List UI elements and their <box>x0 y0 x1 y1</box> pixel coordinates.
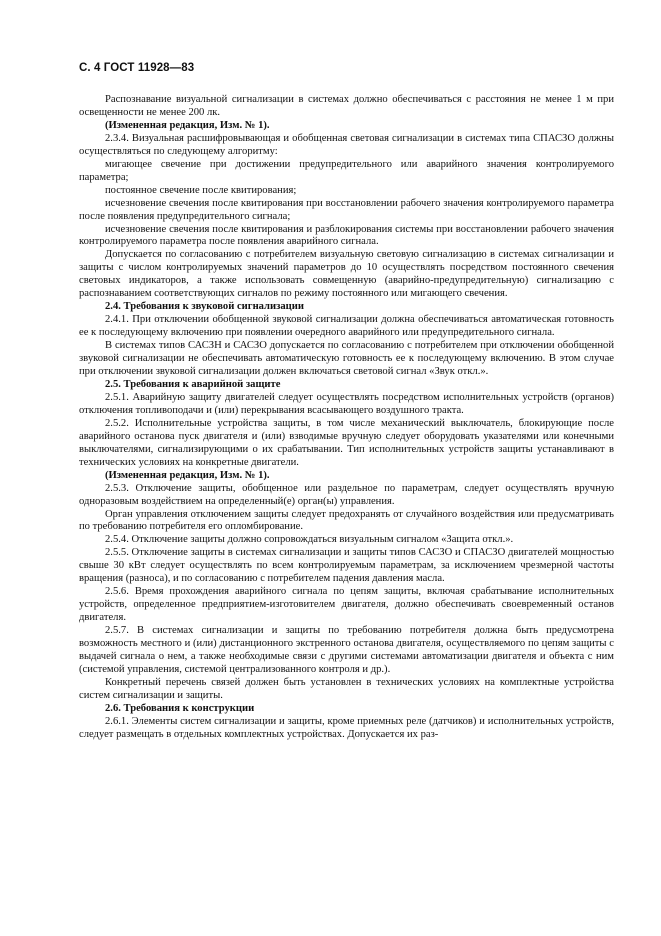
paragraph: исчезновение свечения после квитирования при восстановлении рабочего значения контролируемого параметра после появления предупредительного сигнала; <box>79 197 614 222</box>
document-body <box>79 94 614 742</box>
section-heading: 2.4. Требования к звуковой сигнализации <box>105 301 304 313</box>
paragraph: исчезновение свечения после квитирования и разблокирования системы при восстановлении рабочего значения контролируемого параметра после появления аварийного сигнала. <box>79 223 614 248</box>
section-heading: 2.6. Требования к конструкции <box>105 702 255 714</box>
paragraph: В системах типов САСЗН и САСЗО допускается по согласованию с потребителем при отключении обобщенной звуковой сигнализации не обеспечивать автоматическую готовность ее к последующему включению. В этом случае при отключении звуковой сигнализации должен включаться световой сигнал «Звук откл.». <box>79 340 614 378</box>
section-heading: 2.5. Требования к аварийной защите <box>105 378 281 390</box>
paragraph: 2.5.3. Отключение защиты, обобщенное или раздельное по параметрам, следует осуществлять вручную одноразовым воздействием на определенный(е) орган(ы) управления. <box>79 482 614 507</box>
paragraph: 2.5.5. Отключение защиты в системах сигнализации и защиты типов САСЗО и СПАСЗО двигателей мощностью свыше 30 кВт следует осуществлять по всем контролируемым параметрам, за исключением чрезмерной частоты вращения (разноса), и по согласованию с потребителем падения давления масла. <box>79 547 614 585</box>
paragraph: 2.3.4. Визуальная расшифровывающая и обобщенная световая сигнализации в системах типа СПАСЗО должны осуществляться по следующему алгоритму: <box>79 132 614 157</box>
paragraph: 2.6.1. Элементы систем сигнализации и защиты, кроме приемных реле (датчиков) и исполнительных устройств, следует размещать в отдельных комплектных устройствах. Допускается их раз- <box>79 715 614 740</box>
paragraph: мигающее свечение при достижении предупредительного или аварийного значения контролируемого параметра; <box>79 158 614 183</box>
paragraph: постоянное свечение после квитирования; <box>105 184 297 196</box>
section-heading: (Измененная редакция, Изм. № 1). <box>105 469 270 481</box>
paragraph: 2.5.4. Отключение защиты должно сопровождаться визуальным сигналом «Защита откл.». <box>105 534 514 546</box>
page-header: С. 4 ГОСТ 11928—83 <box>79 62 195 74</box>
paragraph: Конкретный перечень связей должен быть установлен в технических условиях на комплектные устройства систем сигнализации и защиты. <box>79 676 614 701</box>
paragraph: 2.5.1. Аварийную защиту двигателей следует осуществлять посредством исполнительных устройств (органов) отключения топливоподачи и (или) перекрывания всасывающего воздушного тракта. <box>79 391 614 416</box>
paragraph: Допускается по согласованию с потребителем визуальную световую сигнализацию в системах сигнализации и защиты с числом контролируемых значений параметров до 10 осуществлять посредством постоянного свечения световых индикаторов, а также использовать совмещенную (аварийно-предупредительную) сигнализацию с распознаванием соответствующих сигналов по режиму постоянного или мигающего свечения. <box>79 249 614 300</box>
document-page <box>79 62 614 742</box>
paragraph: 2.5.7. В системах сигнализации и защиты по требованию потребителя должна быть предусмотрена возможность местного и (или) дистанционного экстренного останова двигателя, осуществляемого по цепям защиты с выдачей сигнала о нем, а также необходимые связи с другими системами автоматизации двигателя и объекта с ним (системой управления, системой централизованного контроля и др.). <box>79 625 614 675</box>
paragraph: Распознавание визуальной сигнализации в системах должно обеспечиваться с расстояния не менее 1 м при освещенности не менее 200 лк. <box>79 94 614 118</box>
section-heading: (Измененная редакция, Изм. № 1). <box>105 119 270 131</box>
paragraph: 2.4.1. При отключении обобщенной звуковой сигнализации должна обеспечиваться автоматическая готовность ее к последующему включению при появлении очередного аварийного или предупредительного сигнала. <box>79 314 614 339</box>
paragraph: 2.5.6. Время прохождения аварийного сигнала по цепям защиты, включая срабатывание исполнительных устройств, определенное предприятием-изготовителем двигателя, должно обеспечивать своевременный останов двигателя. <box>79 586 614 624</box>
paragraph: 2.5.2. Исполнительные устройства защиты, в том числе механический выключатель, блокирующие после аварийного останова пуск двигателя и (или) взводимые вручную следует оборудовать указателями или конечными выключателями, сигнализирующими о их срабатывании. Тип исполнительных устройств защиты устанавливают в технических условиях на конкретные двигатели. <box>79 417 614 468</box>
paragraph: Орган управления отключением защиты следует предохранять от случайного воздействия или предусматривать по требованию потребителя его опломбирование. <box>79 508 614 533</box>
